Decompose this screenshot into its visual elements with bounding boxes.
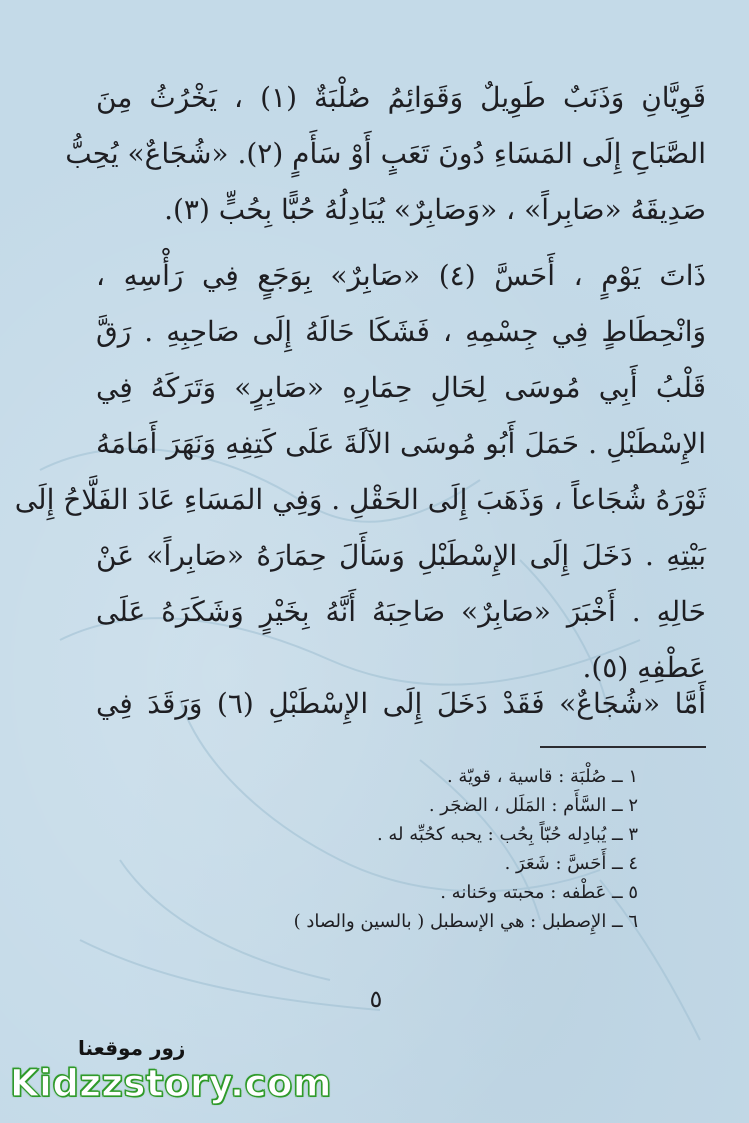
page-number: ٥: [369, 985, 383, 1013]
paragraph-1: [65, 70, 706, 238]
footnote-item: ٦ ــ الإِصطبل : هي الإسطبل ( بالسين والصاد ): [293, 911, 638, 932]
text-line: قَوِيَّانِ وَذَنَبٌ طَوِيلٌ وَقَوَائِمُ صُلْبَةٌ (١) ، يَخْرُثُ مِنَ: [96, 81, 706, 114]
paragraph-3: [96, 676, 706, 732]
text-line: صَدِيقَهُ «صَابِراً» ، «وَصَابِرٌ» يُبَادِلُهُ حُبًّا بِحُبٍّ (٣).: [164, 193, 706, 226]
footnote-divider: [540, 746, 706, 748]
text-line: عَطْفِهِ (٥).: [582, 651, 706, 684]
text-line: أَمَّا «شُجَاعٌ» فَقَدْ دَخَلَ إِلَى الإِسْطَبْلِ (٦) وَرَقَدَ فِي: [96, 687, 706, 720]
text-line: بَيْتِهِ . دَخَلَ إِلَى الإِسْطَبْلِ وَسَأَلَ حِمَارَهُ «صَابِراً» عَنْ: [96, 539, 706, 572]
text-line: قَلْبُ أَبِي مُوسَى لِحَالِ حِمَارِهِ «صَابِرٍ» وَتَرَكَهُ فِي: [96, 371, 706, 404]
text-line: ثَوْرَهُ شُجَاعاً ، وَذَهَبَ إِلَى الحَقْلِ . وَفِي المَسَاءِ عَادَ الفَلَّاحُ إِلَى: [14, 483, 706, 516]
text-line: الإِسْطَبْلِ . حَمَلَ أَبُو مُوسَى الآلَةَ عَلَى كَتِفِهِ وَنَهَرَ أَمَامَهُ: [96, 427, 706, 460]
paragraph-2: [14, 248, 706, 696]
watermark-site-logo: Kidzzstory.com: [10, 1062, 332, 1105]
footnote-item: ٢ ــ السَّأَم : المَلَل ، الضجَر .: [428, 795, 638, 816]
footnote-item: ٣ ــ يُبادِله حُبّاً بِحُب : يحبه كحُبِّه له .: [376, 824, 638, 845]
watermark-visit-text: زور موقعنا: [78, 1036, 186, 1060]
footnote-item: ١ ــ صُلْبَة : قاسية ، قويّة .: [446, 766, 638, 787]
footnote-item: ٤ ــ أَحَسَّ : شَعَرَ .: [504, 853, 638, 874]
text-line: وَانْحِطَاطٍ فِي جِسْمِهِ ، فَشَكَا حَالَهُ إِلَى صَاحِبِهِ . رَقَّ: [96, 315, 706, 348]
text-line: ذَاتَ يَوْمٍ ، أَحَسَّ (٤) «صَابِرٌ» بِوَجَعٍ فِي رَأْسِهِ ،: [96, 259, 706, 292]
text-line: حَالِهِ . أَخْبَرَ «صَابِرٌ» صَاحِبَهُ أَنَّهُ بِخَيْرٍ وَشَكَرَهُ عَلَى: [96, 595, 706, 628]
footnotes-list: [200, 762, 638, 936]
text-line: الصَّبَاحِ إِلَى المَسَاءِ دُونَ تَعَبٍ أَوْ سَأَمٍ (٢). «شُجَاعٌ» يُحِبُّ: [65, 137, 706, 170]
footnote-item: ٥ ــ عَطْفه : محبته وحَنانه .: [440, 882, 638, 903]
